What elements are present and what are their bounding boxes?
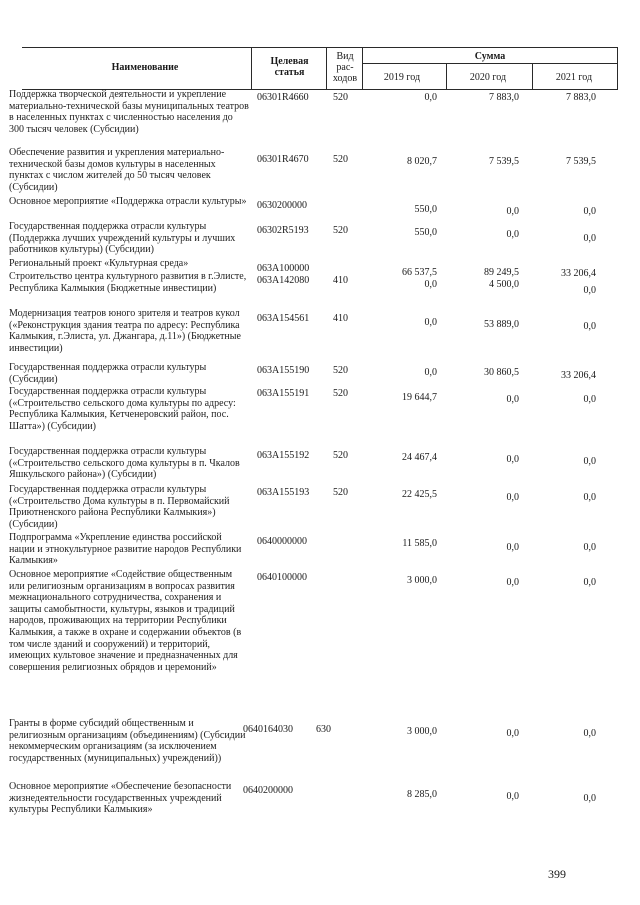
header-sum: Сумма xyxy=(474,51,506,62)
row-2020: 4 500,0 xyxy=(489,279,519,290)
row-2021: 0,0 xyxy=(583,233,596,244)
row-name: Основное мероприятие «Обеспечение безопасности жизнедеятельности государственных учреждений культуры Республики Калмыкия» xyxy=(9,781,232,816)
row-code: 063A155190 xyxy=(257,365,310,376)
row-name: Подпрограмма «Укрепление единства российской нации и этнокультурное развитие народов Республики Калмыкия» xyxy=(9,532,242,567)
row-2019: 66 537,5 xyxy=(402,267,437,278)
row-code: 0640200000 xyxy=(243,785,293,796)
col-divider-1 xyxy=(251,47,252,90)
header-2019: 2019 год xyxy=(383,72,421,83)
row-2019: 0,0 xyxy=(424,92,437,103)
row-2019: 550,0 xyxy=(414,204,437,215)
row-2020: 0,0 xyxy=(506,454,519,465)
row-2019: 0,0 xyxy=(424,367,437,378)
row-name: Основное мероприятие «Содействие общественным или религиозным организациям в вопросах развития межнационального сотрудничества, сохранения и защиты самобытности, культуры, языков и традиций народов, проживающих на территории Республики Калмыкия, а также в охране и содержании объектов (в том числе зданий и сооружений) и территорий, имеющих культовое значение и предназначенных для совершения религиозных обрядов и церемоний» xyxy=(9,569,242,673)
row-vid: 410 xyxy=(333,275,348,286)
row-code: 063A100000 xyxy=(257,263,310,274)
row-2021: 33 206,4 xyxy=(561,268,596,279)
row-name: Государственная поддержка отрасли культуры (Поддержка лучших учреждений культуры и лучших работников культуры) (Субсидии) xyxy=(9,221,236,256)
row-2021: 0,0 xyxy=(583,285,596,296)
row-2021: 0,0 xyxy=(583,206,596,217)
row-2019: 0,0 xyxy=(424,279,437,290)
row-2019: 11 585,0 xyxy=(402,538,437,549)
row-2019: 22 425,5 xyxy=(402,489,437,500)
header-vid: Вид рас-ходов xyxy=(332,51,358,84)
row-code: 0640000000 xyxy=(257,536,307,547)
col-divider-4 xyxy=(446,63,447,90)
row-vid: 520 xyxy=(333,154,348,165)
row-vid: 410 xyxy=(333,313,348,324)
row-2020: 0,0 xyxy=(506,206,519,217)
row-name: Поддержка творческой деятельности и укрепление материально-технической базы муниципальных театров в населенных пунктах с численностью населения до 300 тысяч человек (Субсидии) xyxy=(9,89,249,135)
header-code: Целевая статья xyxy=(270,56,309,78)
row-2021: 0,0 xyxy=(583,492,596,503)
row-2020: 0,0 xyxy=(506,791,519,802)
row-vid: 520 xyxy=(333,92,348,103)
row-vid: 520 xyxy=(333,365,348,376)
row-2020: 0,0 xyxy=(506,728,519,739)
row-2020: 30 860,5 xyxy=(484,367,519,378)
row-2020: 0,0 xyxy=(506,577,519,588)
row-2020: 89 249,5 xyxy=(484,267,519,278)
row-name: Региональный проект «Культурная среда» xyxy=(9,258,189,269)
row-2020: 0,0 xyxy=(506,229,519,240)
header-top-line xyxy=(22,47,618,48)
row-2020: 0,0 xyxy=(506,492,519,503)
row-2020: 7 539,5 xyxy=(489,156,519,167)
row-2021: 0,0 xyxy=(583,577,596,588)
row-2021: 0,0 xyxy=(583,542,596,553)
row-vid: 520 xyxy=(333,487,348,498)
row-name: Гранты в форме субсидий общественным и религиозным организациям (объединениям) (Субсидии некоммерческим организациям (за исключением государственных (муниципальных) учреждений)) xyxy=(9,718,246,764)
row-name: Государственная поддержка отрасли культуры («Строительство сельского дома культуры по адресу: Республика Калмыкия, Кетченеровский район, пос. Шатта») (Субсидии) xyxy=(9,386,236,432)
row-name: Основное мероприятие «Поддержка отрасли культуры» xyxy=(9,196,247,207)
row-code: 0640100000 xyxy=(257,572,307,583)
row-2021: 0,0 xyxy=(583,321,596,332)
row-2020: 53 889,0 xyxy=(484,319,519,330)
row-2020: 0,0 xyxy=(506,542,519,553)
row-2019: 8 020,7 xyxy=(407,156,437,167)
col-divider-right xyxy=(617,47,618,90)
row-vid: 630 xyxy=(316,724,331,735)
page-number: 399 xyxy=(548,867,566,881)
row-2019: 24 467,4 xyxy=(402,452,437,463)
row-2021: 7 883,0 xyxy=(566,92,596,103)
sum-subheader-line xyxy=(362,63,618,64)
row-2019: 3 000,0 xyxy=(407,726,437,737)
row-vid: 520 xyxy=(333,225,348,236)
header-2021: 2021 год xyxy=(555,72,593,83)
row-vid: 520 xyxy=(333,450,348,461)
row-name: Государственная поддержка отрасли культуры (Субсидии) xyxy=(9,362,207,385)
row-2020: 0,0 xyxy=(506,394,519,405)
header-2020: 2020 год xyxy=(469,72,507,83)
row-2021: 33 206,4 xyxy=(561,370,596,381)
row-code: 063A155193 xyxy=(257,487,310,498)
row-name: Государственная поддержка отрасли культуры («Строительство Дома культуры в п. Первомайский Приютненского района Республики Калмыкия») (Субсидии) xyxy=(9,484,230,530)
row-code: 0630200000 xyxy=(257,200,307,211)
row-code: 0640164030 xyxy=(243,724,293,735)
row-code: 06301R4670 xyxy=(257,154,309,165)
row-code: 063A155191 xyxy=(257,388,310,399)
row-2019: 19 644,7 xyxy=(402,392,437,403)
row-2021: 0,0 xyxy=(583,793,596,804)
row-code: 06302R5193 xyxy=(257,225,309,236)
row-2019: 0,0 xyxy=(424,317,437,328)
row-code: 063A154561 xyxy=(257,313,310,324)
col-divider-2 xyxy=(326,47,327,90)
row-code: 063A142080 xyxy=(257,275,310,286)
row-name: Государственная поддержка отрасли культуры («Строительство сельского дома культуры в п. Чкалов Яшкульского района») (Субсидии) xyxy=(9,446,240,481)
header-name: Наименование xyxy=(111,62,179,73)
row-2020: 7 883,0 xyxy=(489,92,519,103)
row-code: 063A155192 xyxy=(257,450,310,461)
row-2021: 0,0 xyxy=(583,394,596,405)
row-2021: 7 539,5 xyxy=(566,156,596,167)
row-name: Строительство центра культурного развития в г.Элисте, Республика Калмыкия (Бюджетные инвестиции) xyxy=(9,271,247,294)
row-code: 06301R4660 xyxy=(257,92,309,103)
row-2021: 0,0 xyxy=(583,456,596,467)
row-name: Обеспечение развития и укрепления материально-технической базы домов культуры в населенных пунктах с числом жителей до 50 тысяч человек (Субсидии) xyxy=(9,147,225,193)
row-2021: 0,0 xyxy=(583,728,596,739)
row-2019: 550,0 xyxy=(414,227,437,238)
col-divider-3 xyxy=(362,47,363,90)
row-vid: 520 xyxy=(333,388,348,399)
row-2019: 8 285,0 xyxy=(407,789,437,800)
col-divider-5 xyxy=(532,63,533,90)
row-name: Модернизация театров юного зрителя и театров кукол («Реконструкция здания театра по адресу: Республика Калмыкия, г.Элиста, ул. Джангара, д.11») (Бюджетные инвестиции) xyxy=(9,308,241,354)
row-2019: 3 000,0 xyxy=(407,575,437,586)
